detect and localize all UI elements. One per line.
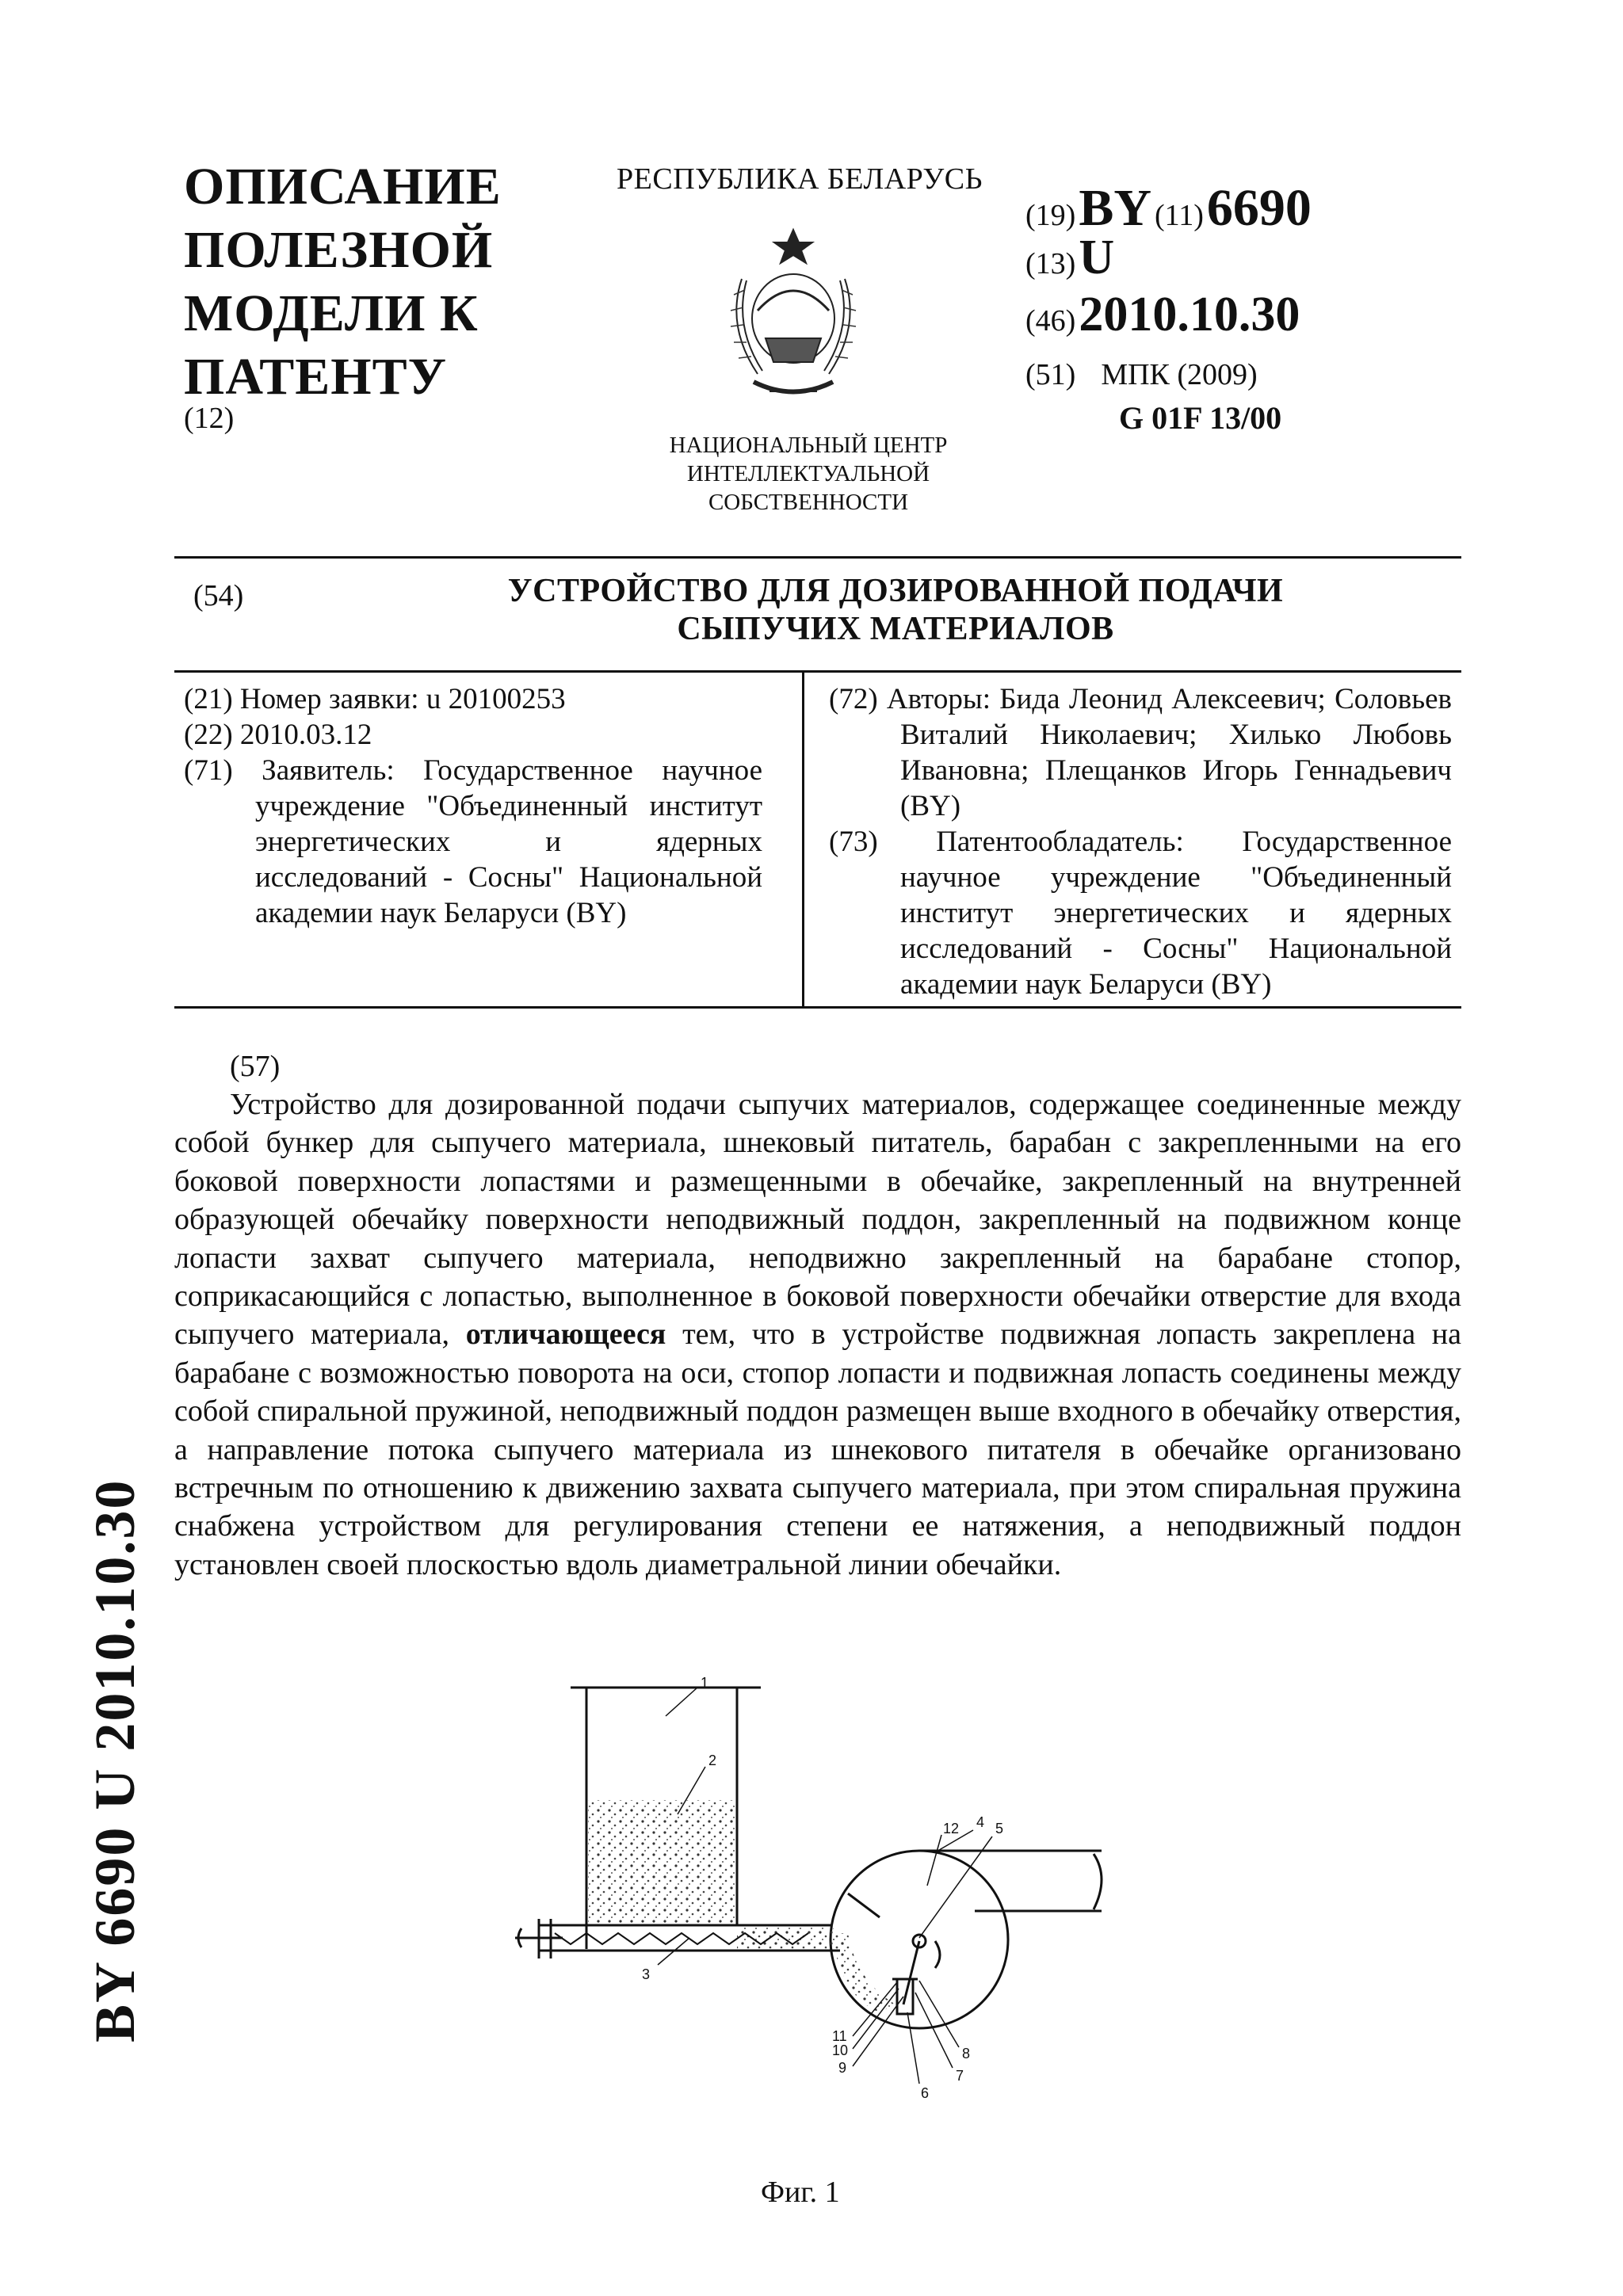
ipc-row	[1025, 360, 1258, 390]
inid-code-54: (54)	[193, 579, 244, 612]
figure-label-11: 11	[832, 2028, 847, 2044]
application-number: (21) Номер заявки: u 20100253	[184, 683, 566, 715]
figure-label-12: 12	[943, 1821, 960, 1836]
inid-code-13: (13)	[1025, 247, 1076, 280]
republic-name: РЕСПУБЛИКА БЕЛАРУСЬ	[617, 162, 983, 196]
inid-code-51: (51)	[1025, 358, 1076, 391]
figure-1-drawing	[507, 1664, 1109, 2107]
ipc-code: G 01F 13/00	[1119, 400, 1282, 436]
top-rule	[174, 556, 1461, 559]
patent-number: 6690	[1206, 179, 1312, 237]
patentee: (73) Патентообладатель: Государственное научное учреждение "Объединенный институт энергетических и ядерных исследований - Сосны" Национальной академии наук Беларуси (BY)	[829, 826, 1452, 1001]
ipc-label: МПК (2009)	[1101, 358, 1258, 391]
figure-label-4: 4	[976, 1814, 985, 1830]
inid-code-19: (19)	[1025, 199, 1076, 232]
applicant: (71) Заявитель: Государственное научное учреждение "Объединенный институт энергетических и ядерных исследований - Сосны" Национальной академии наук Беларуси (BY)	[184, 754, 762, 929]
figure-label-8: 8	[962, 2046, 971, 2061]
country-row	[1025, 179, 1312, 237]
date-row	[1025, 290, 1300, 339]
column-divider	[802, 672, 804, 1008]
state-emblem	[710, 223, 876, 414]
abstract-part-2: тем, что в устройстве подвижная лопасть закреплена на барабане с возможностью поворота на оси, стопор лопасти и подвижная лопасть соединены между собой спиральной пружиной, неподвижный поддон размещен выше входного в обечайку отверстия, а направление потока сыпучего материала из шнекового питателя в обечайке организовано встречным по отношению к движению захвата сыпучего материала, при этом спиральная пружина снабжена устройством для регулирования степени ее натяжения, а неподвижный поддон установлен своей плоскостью вдоль диаметральной линии обечайки.	[174, 1318, 1462, 1581]
figure-label-9: 9	[838, 2060, 847, 2076]
abstract-part-1: Устройство для дозированной подачи сыпучих материалов, содержащее соединенные между собой бункер для сыпучего материала, шнековый питатель, барабан с закрепленными на его боковой поверхности лопастями и размещенными в обечайке, закрепленный на внутренней образующей обечайку поверхности неподвижный поддон, закрепленный на подвижном конце лопасти захват сыпучего материала, неподвижно закрепленный на барабане стопор, соприкасающийся с лопастью, выполненное в боковой поверхности обечайки отверстие для входа сыпучего материала,	[174, 1088, 1461, 1352]
abstract-emphasis: отличающееся	[465, 1318, 666, 1352]
side-label: BY 6690 U 2010.10.30	[83, 1478, 147, 2042]
authors: (72) Авторы: Бида Леонид Алексеевич; Соловьев Виталий Николаевич; Хилько Любовь Ивановна; Плещанков Игорь Геннадьевич (BY)	[829, 683, 1452, 822]
biblio-bottom-rule	[174, 1006, 1461, 1009]
figure-label-6: 6	[921, 2085, 930, 2101]
figure-label-2: 2	[708, 1753, 717, 1768]
figure-label-7: 7	[956, 2068, 964, 2084]
figure-label-10: 10	[832, 2042, 849, 2058]
biblio-left	[184, 681, 762, 931]
filing-date: (22) 2010.03.12	[184, 719, 372, 751]
kind-code: U	[1079, 231, 1115, 284]
publication-date: 2010.10.30	[1079, 288, 1300, 341]
office-name: НАЦИОНАЛЬНЫЙ ЦЕНТР ИНТЕЛЛЕКТУАЛЬНОЙ СОБСТВЕННОСТИ	[669, 433, 948, 515]
invention-title: УСТРОЙСТВО ДЛЯ ДОЗИРОВАННОЙ ПОДАЧИ СЫПУЧИХ МАТЕРИАЛОВ	[507, 573, 1284, 647]
biblio-right	[829, 681, 1452, 1002]
inid-code-46: (46)	[1025, 304, 1076, 338]
abstract-text	[174, 1085, 1461, 1584]
figure-label-1: 1	[701, 1675, 709, 1691]
inid-code-11: (11)	[1155, 199, 1204, 232]
document-title: ОПИСАНИЕ ПОЛЕЗНОЙ МОДЕЛИ К ПАТЕНТУ	[184, 158, 502, 406]
country-code: BY	[1079, 179, 1151, 237]
figure-caption: Фиг. 1	[761, 2176, 840, 2209]
inid-code-12: (12)	[184, 402, 235, 435]
inid-code-57: (57)	[230, 1050, 281, 1083]
biblio-top-rule	[174, 670, 1461, 673]
figure-label-5: 5	[995, 1821, 1004, 1836]
figure-label-3: 3	[642, 1966, 651, 1982]
kind-row	[1025, 233, 1114, 282]
